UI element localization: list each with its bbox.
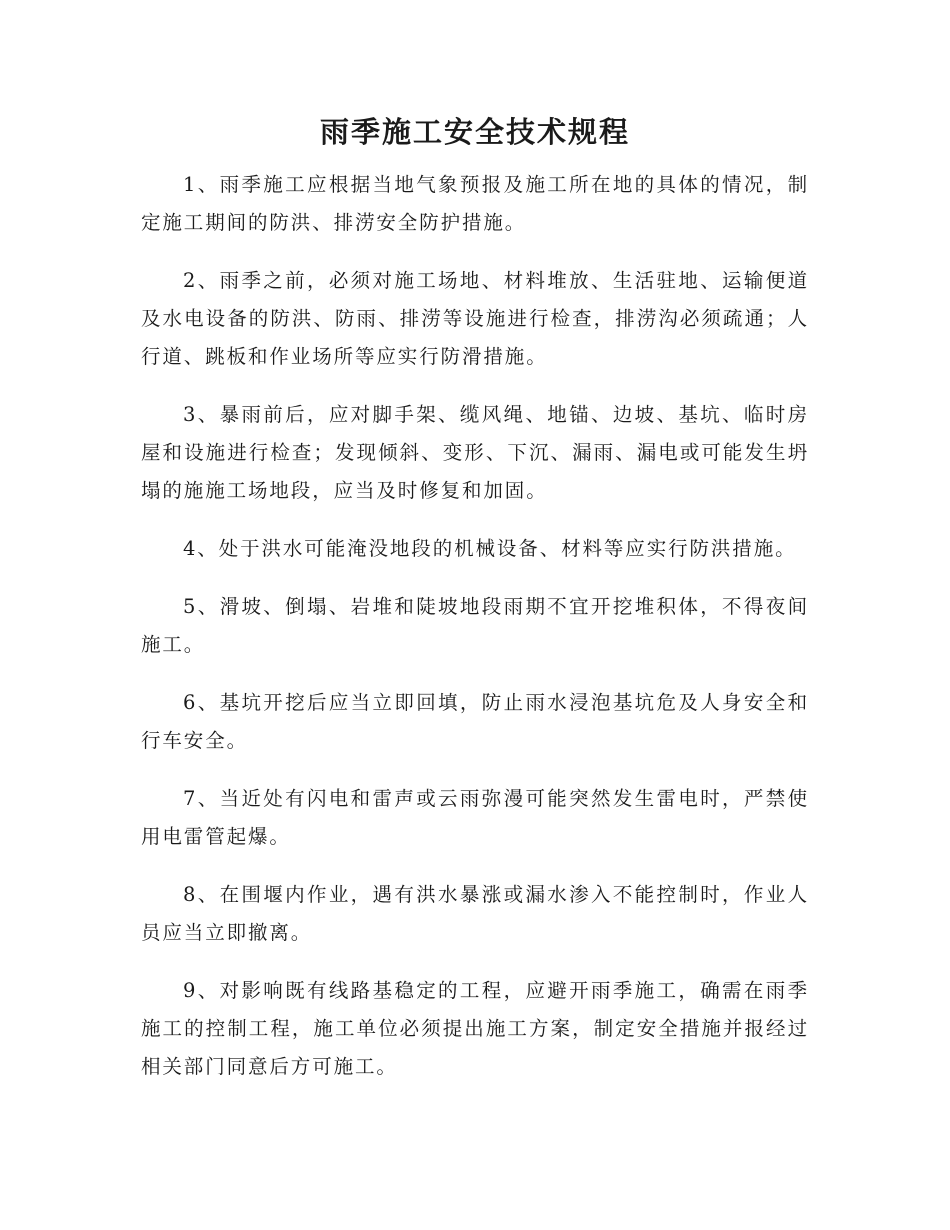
paragraph-4: 4、处于洪水可能淹没地段的机械设备、材料等应实行防洪措施。	[183, 537, 797, 560]
paragraph-8: 8、在围堰内作业，遇有洪水暴涨或漏水渗入不能控制时，作业人员应当立即撤离。	[141, 883, 809, 944]
paragraph-2: 2、雨季之前，必须对施工场地、材料堆放、生活驻地、运输便道及水电设备的防洪、防雨、排涝等设施进行检查，排涝沟必须疏通；人行道、跳板和作业场所等应实行防滑措施。	[141, 269, 809, 368]
paragraph-7: 7、当近处有闪电和雷声或云雨弥漫可能突然发生雷电时，严禁使用电雷管起爆。	[141, 787, 809, 848]
paragraph-6: 6、基坑开挖后应当立即回填，防止雨水浸泡基坑危及人身安全和行车安全。	[141, 691, 809, 752]
paragraph-5: 5、滑坡、倒塌、岩堆和陡坡地段雨期不宜开挖堆积体，不得夜间施工。	[141, 595, 809, 656]
paragraph-1: 1、雨季施工应根据当地气象预报及施工所在地的具体的情况，制定施工期间的防洪、排涝安全防护措施。	[141, 173, 809, 234]
document-title: 雨季施工安全技术规程	[319, 115, 630, 149]
paragraph-9: 9、对影响既有线路基稳定的工程，应避开雨季施工，确需在雨季施工的控制工程，施工单位必须提出施工方案，制定安全措施并报经过相关部门同意后方可施工。	[141, 979, 809, 1078]
paragraph-3: 3、暴雨前后，应对脚手架、缆风绳、地锚、边坡、基坑、临时房屋和设施进行检查；发现倾斜、变形、下沉、漏雨、漏电或可能发生坍塌的施施工场地段，应当及时修复和加固。	[141, 403, 809, 502]
document-body	[141, 166, 809, 1106]
